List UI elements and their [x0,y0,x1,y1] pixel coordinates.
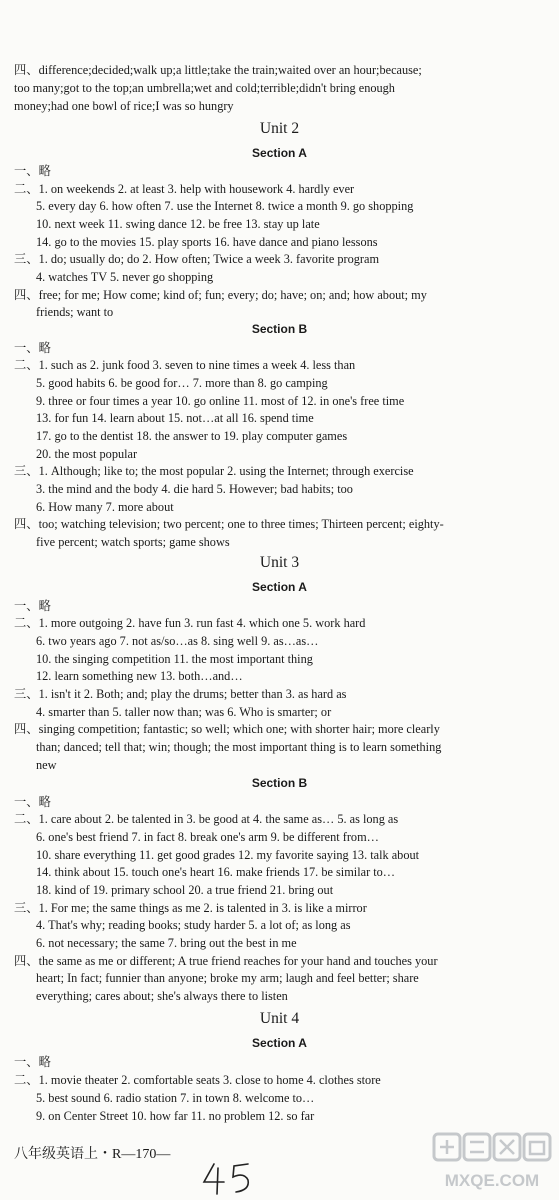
svg-text:MXQE.COM: MXQE.COM [444,1171,540,1190]
unit-2-section-b-heading: Section B [251,322,308,336]
unit-2-title: Unit 2 [259,120,300,137]
handwritten-page-number [200,1160,260,1196]
unit-4-title: Unit 4 [259,1010,300,1027]
unit-3-title: Unit 3 [259,554,300,571]
answer-key-page: 四、difference;decided;walk up;a little;take the train;waited over an hour;because; too many;got to the top;an umbrella;wet and cold;terrible;didn't bring enough money;had one bowl of rice;I was so hungry Unit 2 Section A 一、略 二、1. on weekends 2. at least 3. help with housework 4. hardly ever 5. every day 6. how often 7. use the Internet 8. twice a month 9. go shopping 10. next week 11. swing dance 12. be free 13. stay up late 14. go to the movies 15. play sports 16. have dance and piano lessons 三、1. do; usually do; do 2. How often; Twice a week 3. favorite program 4. watches TV 5. never go shopping 四、free; for me; How come; kind of; fun; every; do; have; on; and; how about; my friends; want to Section B 一、略 二、1. such as 2. junk food 3. seven to nine times a week 4. less than 5. good habits 6. be good for… 7. more than 8. go camping 9. three or four times a year 10. go online 11. most of 12. in one's free time 13. for fun 14. learn about 15. not…at all 16. spend time 17. go to the dentist 18. the answer to 19. play computer games 20. the most popular 三、1. Although; like to; the most popular 2. using the Internet; through exercise 3. the mind and the body 4. die hard 5. However; bad habits; too 6. How many 7. more about 四、too; watching television; two percent; one to three times; Thirteen percent; eighty- five percent; watch sports; game shows Unit 3 Section A 一、略 二、1. more outgoing 2. have fun 3. run fast 4. which one 5. work hard 6. two years ago 7. not as/so…as 8. sing well 9. as…as… 10. the singing competition 11. the most important thing 12. learn something new 13. both…and… 三、1. isn't it 2. Both; and; play the drums; better than 3. as hard as 4. smarter than 5. taller now than; was 6. Who is smarter; or 四、singing competition; fantastic; so well; which one; with shorter hair; more clearly than; danced; tell that; win; though; the most important thing is to learn something new Section B 一、略 二、1. care about 2. be talented in 3. be good at 4. the same as… 5. as long as 6. one's best friend 7. in fact 8. break one's arm 9. be different from… 10. share everything 11. get good grades 12. my favorite saying 13. talk about 14. think about 15. touch one's heart 16. make friends 17. be similar to… 18. kind of 19. primary school 20. a true friend 21. bring out 三、1. For me; the same things as me 2. is talented in 3. is like a mirror 4. That's why; reading books; study harder 5. a lot of; as long as 6. not necessary; the same 7. bring out the best in me 四、the same as me or different; A true friend reaches for your hand and touches your heart; In fact; funnier than anyone; broke my arm; laugh and feel better; share everything; cares about; she's always there to listen Unit 4 Section A 一、略 二、1. movie theater 2. comfortable seats 3. close to home 4. clothes store 5. best sound 6. radio station 7. in town 8. welcome to… 9. on Center Street 10. how far 11. no problem 12. so far 八年级英语上・R—170— MXQE.COM [0,0,559,1200]
page-footer: 八年级英语上・R—170— [14,1147,171,1162]
unit-2-section-a-heading: Section A [252,146,307,160]
unit-3-section-a-heading: Section A [252,580,307,594]
unit-3-section-b-heading: Section B [251,776,308,790]
unit-4-section-a-heading: Section A [252,1036,307,1050]
watermark-logo [430,1130,555,1196]
